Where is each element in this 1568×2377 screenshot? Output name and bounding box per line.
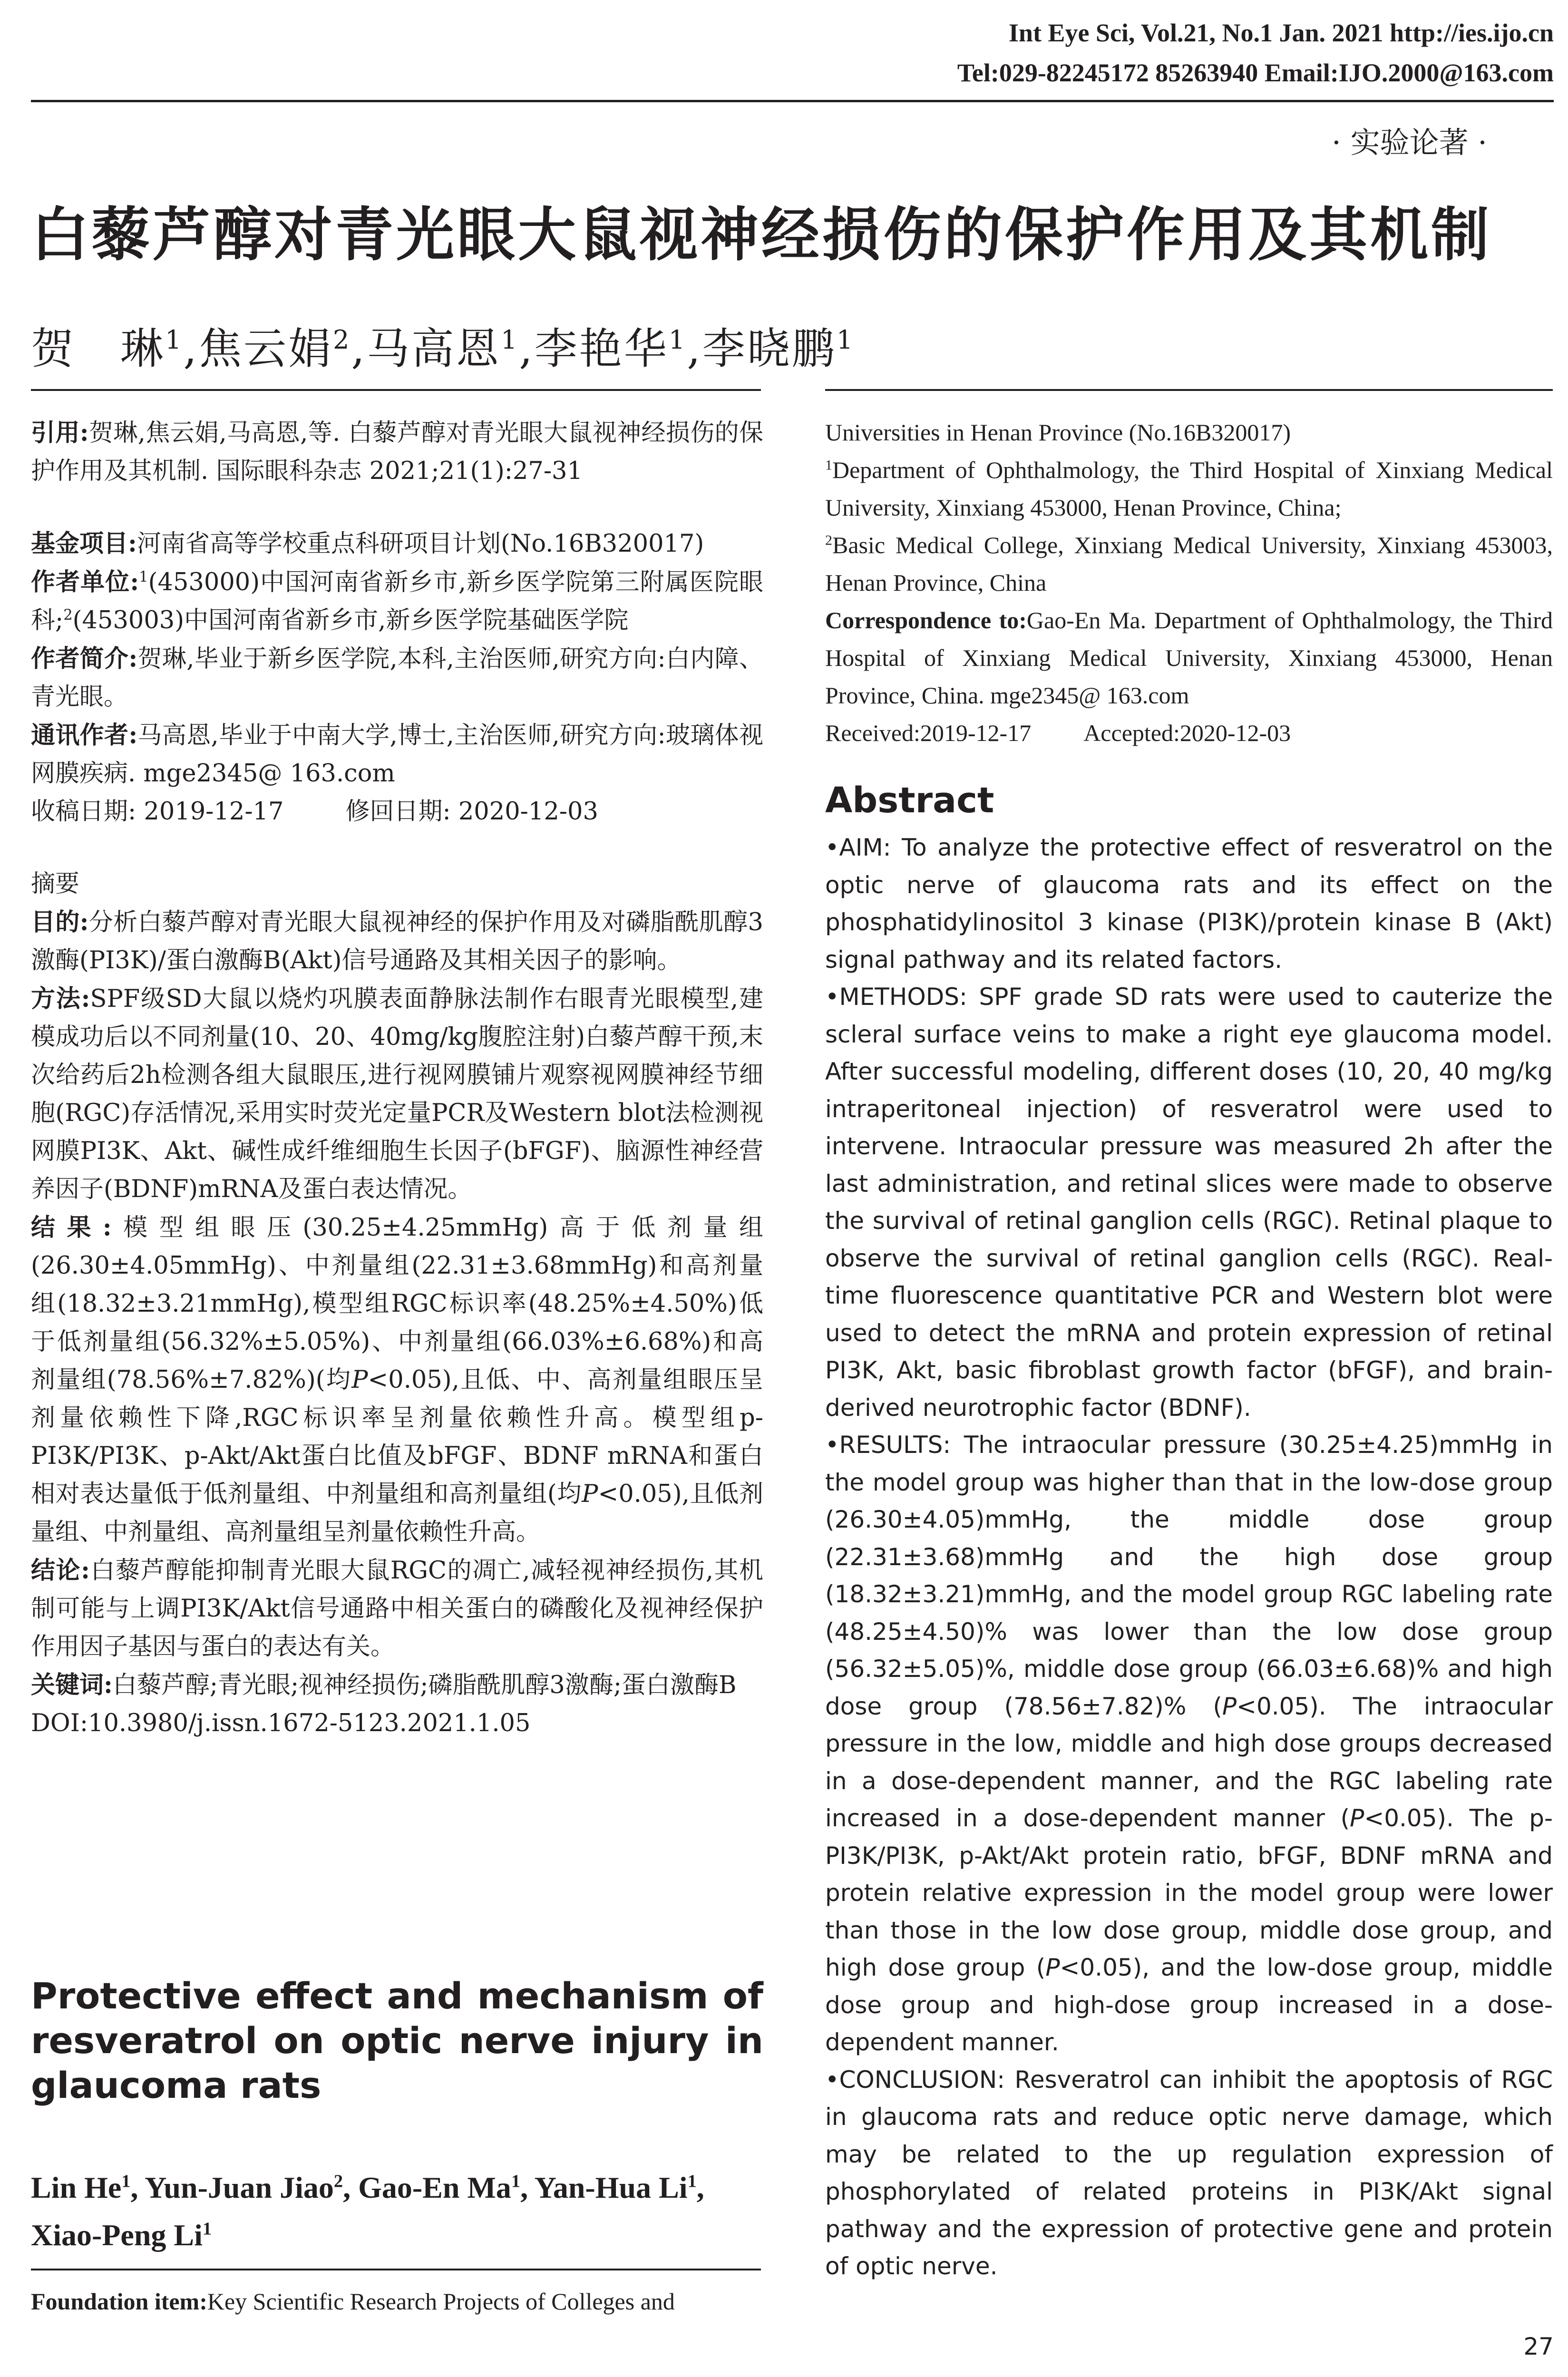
english-author-sup: 1 bbox=[202, 2219, 212, 2239]
p-value-symbol: P bbox=[582, 1480, 598, 1508]
results-text-en-a: The intraocular pressure (30.25±4.25)mmHg in the model group was higher than that in the low-dose group (26.30±4.05)mmHg, the middle dose group (22.31±3.68)mmHg and the high dose group (18.32±3.21)mmHg, and the model group RGC labeling rate (48.25±4.50)% was lower than the low dose group (56.32±5.05)%, middle dose group (66.03±6.68)% and high dose group (78.56±7.82)% ( bbox=[825, 1431, 1553, 1720]
english-author-separator: , bbox=[343, 2171, 359, 2204]
correspondence-label: Correspondence to: bbox=[825, 607, 1027, 633]
foundation-text: Key Scientific Research Projects of Colleges and bbox=[207, 2288, 675, 2315]
methods-text-en: SPF grade SD rats were used to cauterize the scleral surface veins to make a right eye glaucoma model. After successful modeling, different doses (10, 20, 40 mg/kg intraperitoneal injection) of resveratrol were used to intervene. Intraocular pressure was measured 2h after the last administration, and retinal slices were made to observe the survival of retinal ganglion cells (RGC). Retinal plaque to observe the survival of retinal ganglion cells (RGC). Real-time fluorescence quantitative PCR and Western blot were used to detect the mRNA and protein expression of retinal PI3K, Akt, basic fibroblast growth factor (bFGF), and brain-derived neurotrophic factor (BDNF). bbox=[825, 983, 1553, 1422]
english-author-name: Lin He bbox=[31, 2171, 122, 2204]
results-label-en: •RESULTS: bbox=[825, 1431, 951, 1459]
methods-label-en: •METHODS: bbox=[825, 983, 967, 1011]
dates bbox=[31, 793, 763, 831]
affiliation-text-1: (453000)中国河南省新乡市,新乡医学院第三附属医院眼科; bbox=[31, 568, 763, 634]
english-author-name: Xiao-Peng Li bbox=[31, 2218, 203, 2252]
conclusion-label-cn: 结论: bbox=[31, 1556, 90, 1585]
keywords-text-cn: 白藜芦醇;青光眼;视神经损伤;磷脂酰肌醇3激酶;蛋白激酶B bbox=[112, 1671, 737, 1699]
foundation-item bbox=[31, 2283, 763, 2320]
english-author-sup: 1 bbox=[687, 2171, 697, 2192]
bio-text: 贺琳,毕业于新乡医学院,本科,主治医师,研究方向:白内障、青光眼。 bbox=[31, 645, 764, 711]
abstract-conclusion-en bbox=[825, 2061, 1553, 2285]
corresponding-text: 马高恩,毕业于中南大学,博士,主治医师,研究方向:玻璃体视网膜疾病. mge2345@ 163.com bbox=[31, 721, 764, 788]
page-number: 27 bbox=[1523, 2333, 1554, 2360]
correspondence-text: Gao-En Ma. Department of Ophthalmology, the Third Hospital of Xinxiang Medical University, Xinxiang 453000, Henan Province, China. mge2345@ 163.com bbox=[825, 607, 1553, 709]
p-value-symbol: P bbox=[351, 1366, 368, 1394]
abstract-body-en bbox=[825, 829, 1553, 2285]
aim-label-cn: 目的: bbox=[31, 908, 89, 936]
abstract-methods-en bbox=[825, 978, 1553, 1426]
author-affiliation-sup: 1 bbox=[500, 325, 519, 355]
english-author-sup: 2 bbox=[333, 2171, 343, 2192]
results-text-en-c: <0.05). The p-PI3K/PI3K, p-Akt/Akt protein ratio, bFGF, BDNF mRNA and protein relative expression in the model group were lower than those in the low dose group, middle dose group, and high dose group ( bbox=[825, 1804, 1553, 1981]
results-text-cn-c: <0.05),且低剂量组、中剂量组、高剂量组呈剂量依赖性升高。 bbox=[31, 1480, 763, 1546]
fund-text: 河南省高等学校重点科研项目计划(No.16B320017) bbox=[136, 530, 704, 558]
foundation-label: Foundation item: bbox=[31, 2288, 207, 2315]
results-text-en-b: <0.05). The intraocular pressure in the low, middle and high dose groups decreased in a dose-dependent manner, and the RGC labeling rate increased in a dose-dependent manner ( bbox=[825, 1692, 1553, 1832]
affiliation-sup-en-2: 2 bbox=[825, 532, 832, 548]
abstract-methods-cn bbox=[31, 980, 763, 1208]
received-date-en: Received:2019-12-17 bbox=[825, 720, 1032, 746]
article-category: · 实验论著 · bbox=[1332, 125, 1487, 160]
aim-label-en: •AIM: bbox=[825, 834, 891, 861]
results-text-cn-b: <0.05),且低、中、高剂量组眼压呈剂量依赖性下降,RGC标识率呈剂量依赖性升高。模型组p-PI3K/PI3K、p-Akt/Akt蛋白比值及bFGF、BDNF mRNA和蛋白相对表达量低于低剂量组、中剂量组和高剂量组(均 bbox=[31, 1366, 763, 1508]
keywords-label-cn: 关键词: bbox=[31, 1671, 113, 1699]
author-name: 李艳华 bbox=[534, 324, 669, 374]
aim-text-cn: 分析白藜芦醇对青光眼大鼠视神经的保护作用及对磷脂酰肌醇3激酶(PI3K)/蛋白激酶B(Akt)信号通路及其相关因子的影响。 bbox=[31, 908, 764, 974]
fund-label: 基金项目: bbox=[31, 529, 137, 558]
column-rule-left bbox=[31, 389, 761, 391]
english-author-name: Yan-Hua Li bbox=[534, 2171, 688, 2204]
author-affiliation-sup: 2 bbox=[332, 325, 351, 355]
abstract-conclusion-cn bbox=[31, 1551, 763, 1666]
author-bio bbox=[31, 640, 763, 716]
affiliation-sup-1: 1 bbox=[139, 569, 148, 585]
english-author-separator: , bbox=[696, 2171, 704, 2204]
author-separator: , bbox=[183, 324, 199, 374]
english-author-sup: 1 bbox=[121, 2171, 131, 2192]
english-author-separator: , bbox=[130, 2171, 145, 2204]
author-affiliation-sup: 1 bbox=[668, 325, 687, 355]
author-name: 贺 琳 bbox=[31, 324, 165, 374]
english-author-list bbox=[31, 2164, 763, 2259]
abstract-results-cn bbox=[31, 1208, 763, 1551]
revised-date: 修回日期: 2020-12-03 bbox=[345, 798, 598, 826]
abstract-heading-en: Abstract bbox=[825, 780, 994, 821]
author-separator: , bbox=[351, 324, 367, 374]
corresponding-author bbox=[31, 716, 763, 793]
bio-label: 作者简介: bbox=[31, 644, 138, 673]
corresponding-label: 通讯作者: bbox=[31, 721, 138, 750]
citation-text: 贺琳,焦云娟,马高恩,等. 白藜芦醇对青光眼大鼠视神经损伤的保护作用及其机制. 国际眼科杂志 2021;21(1):27-31 bbox=[31, 419, 764, 485]
abstract-aim-cn bbox=[31, 903, 763, 980]
affiliation-sup-2: 2 bbox=[63, 607, 73, 623]
english-author-separator: , bbox=[520, 2171, 535, 2204]
english-author-name: Gao-En Ma bbox=[358, 2171, 511, 2204]
author-name: 李晓鹏 bbox=[702, 324, 837, 374]
author-name: 焦云娟 bbox=[198, 324, 333, 374]
conclusion-text-cn: 白藜芦醇能抑制青光眼大鼠RGC的凋亡,减轻视神经损伤,其机制可能与上调PI3K/Akt信号通路中相关蛋白的磷酸化及视神经保护作用因子基因与蛋白的表达有关。 bbox=[31, 1557, 763, 1661]
abstract-results-en bbox=[825, 1426, 1553, 2061]
keywords-cn bbox=[31, 1666, 763, 1705]
conclusion-text-en: Resveratrol can inhibit the apoptosis of RGC in glaucoma rats and reduce optic nerve damage, which may be related to the up regulation expression of phosphorylated of related proteins in PI3K/Akt signal pathway and the expression of protective gene and protein of optic nerve. bbox=[825, 2065, 1553, 2280]
column-rule-right bbox=[825, 389, 1553, 391]
affiliation-text-2: (453003)中国河南省新乡市,新乡医学院基础医学院 bbox=[72, 606, 629, 634]
english-correspondence bbox=[825, 602, 1553, 714]
fund-info bbox=[31, 525, 763, 563]
aim-text-en: To analyze the protective effect of resveratrol on the optic nerve of glaucoma rats and its effect on the phosphatidylinositol 3 kinase (PI3K)/protein kinase B (Akt) signal pathway and its related factors. bbox=[825, 834, 1553, 974]
english-affiliation-2 bbox=[825, 526, 1553, 602]
methods-text-cn: SPF级SD大鼠以烧灼巩膜表面静脉法制作右眼青光眼模型,建模成功后以不同剂量(10、20、40mg/kg腹腔注射)白藜芦醇干预,末次给药后2h检测各组大鼠眼压,进行视网膜铺片观察视网膜神经节细胞(RGC)存活情况,采用实时荧光定量PCR及Western blot法检测视网膜PI3K、Akt、碱性成纤维细胞生长因子(bFGF)、脑源性神经营养因子(BDNF)mRNA及蛋白表达情况。 bbox=[31, 985, 764, 1203]
affiliation-sup-en-1: 1 bbox=[825, 457, 832, 473]
left-column bbox=[31, 414, 763, 1743]
results-text-cn-a: 模型组眼压(30.25±4.25mmHg)高于低剂量组(26.30±4.05mmHg)、中剂量组(22.31±3.68mmHg)和高剂量组(18.32±3.21mmHg),模型组RGC标识率(48.25%±4.50%)低于低剂量组(56.32%±5.05%)、中剂量组(66.03%±6.68%)和高剂量组(78.56%±7.82%)(均 bbox=[31, 1214, 763, 1394]
author-name: 马高恩 bbox=[366, 324, 501, 374]
author-separator: , bbox=[687, 324, 702, 374]
english-author-name: Yun-Juan Jiao bbox=[145, 2171, 334, 2204]
p-value-symbol: P bbox=[1350, 1804, 1364, 1832]
abstract-aim-en bbox=[825, 829, 1553, 978]
results-text-en-d: <0.05), and the low-dose group, middle dose group and high-dose group increased in a dose-dependent manner. bbox=[825, 1954, 1553, 2056]
affiliation-info bbox=[31, 563, 763, 640]
methods-label-cn: 方法: bbox=[31, 984, 90, 1013]
english-dates bbox=[825, 714, 1553, 752]
author-affiliation-sup: 1 bbox=[165, 325, 184, 355]
right-column-info bbox=[825, 414, 1553, 752]
header-rule bbox=[31, 100, 1554, 102]
author-list bbox=[31, 314, 855, 376]
p-value-symbol: P bbox=[1222, 1692, 1237, 1720]
abstract-heading-cn: 摘要 bbox=[31, 870, 80, 898]
received-date: 收稿日期: 2019-12-17 bbox=[31, 798, 284, 826]
author-separator: , bbox=[519, 324, 535, 374]
english-block-rule bbox=[31, 2269, 761, 2270]
affiliation-text-en-1: Department of Ophthalmology, the Third Hospital of Xinxiang Medical University, Xinxiang 453000, Henan Province, China; bbox=[825, 457, 1553, 521]
english-author-sup: 1 bbox=[511, 2171, 521, 2192]
foundation-continued: Universities in Henan Province (No.16B320017) bbox=[825, 419, 1291, 446]
affiliation-label: 作者单位: bbox=[31, 568, 139, 596]
english-title: Protective effect and mechanism of resveratrol on optic nerve injury in glaucoma rats bbox=[31, 1975, 763, 2106]
affiliation-text-en-2: Basic Medical College, Xinxiang Medical University, Xinxiang 453003, Henan Province, China bbox=[825, 532, 1553, 596]
english-affiliation-1 bbox=[825, 451, 1553, 526]
citation-label: 引用: bbox=[31, 419, 89, 447]
citation bbox=[31, 414, 763, 490]
author-affiliation-sup: 1 bbox=[836, 325, 855, 355]
results-label-cn: 结果: bbox=[31, 1213, 112, 1242]
article-title: 白藜芦醇对青光眼大鼠视神经损伤的保护作用及其机制 bbox=[31, 200, 1492, 269]
journal-contact: Tel:029-82245172 85263940 Email:IJO.2000@163.com bbox=[957, 58, 1554, 87]
doi: DOI:10.3980/j.issn.1672-5123.2021.1.05 bbox=[31, 1709, 531, 1737]
accepted-date-en: Accepted:2020-12-03 bbox=[1083, 720, 1291, 746]
p-value-symbol: P bbox=[1045, 1954, 1060, 1981]
journal-header: Int Eye Sci, Vol.21, No.1 Jan. 2021 http://ies.ijo.cn bbox=[1008, 19, 1554, 47]
conclusion-label-en: •CONCLUSION: bbox=[825, 2065, 1005, 2094]
